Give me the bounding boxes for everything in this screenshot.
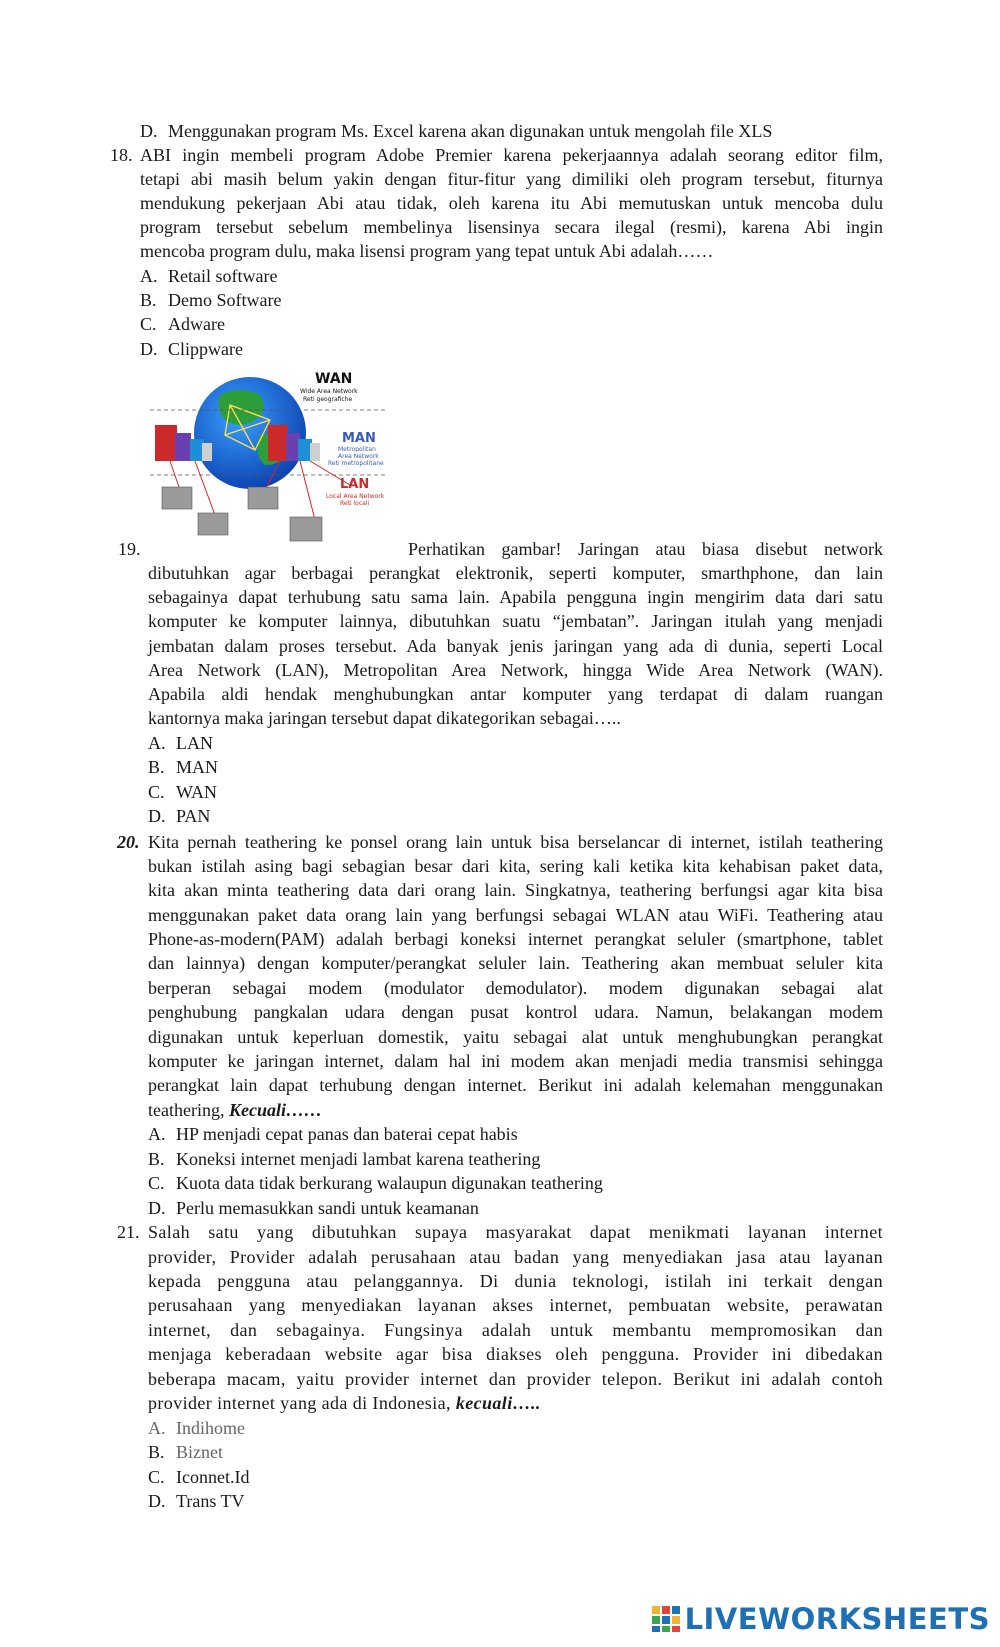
- q20-text-line: Kita pernah teathering ke ponsel orang lain untuk bisa berselancar di internet, istilah teathering: [148, 832, 883, 852]
- q19-text-line: jembatan dalam proses tersebut. Ada banyak jenis jaringan yang ada di dunia, seperti Local: [148, 636, 883, 656]
- option-letter: B.: [148, 1149, 165, 1169]
- q20-number: 20.: [117, 832, 140, 852]
- option-letter: B.: [148, 757, 165, 777]
- man-sub-label: Metropolitan: [338, 446, 376, 453]
- man-sub-label: Reti metropolitane: [328, 460, 384, 467]
- q20-text-line: berperan sebagai modem (modulator demodulator). modem digunakan sebagai alat: [148, 978, 883, 998]
- q21-text-line-last: [148, 1391, 541, 1415]
- q21-option-c[interactable]: [148, 1465, 249, 1489]
- option-text: Trans TV: [176, 1491, 245, 1511]
- option-letter: D.: [148, 1491, 166, 1511]
- q19-text-line: sebagainya dapat terhubung satu sama lain. Apabila pengguna ingin mengirim data dari satu: [148, 587, 883, 607]
- q20-emphasis: Kecuali……: [228, 1100, 322, 1120]
- option-letter: A.: [148, 1124, 166, 1144]
- lan-building-icon: [162, 487, 322, 541]
- option-text: Demo Software: [168, 290, 282, 310]
- q21-text-line: internet, dan sebagainya. Fungsinya adalah untuk membantu mempromosikan dan: [148, 1320, 883, 1340]
- option-text: Iconnet.Id: [176, 1467, 250, 1487]
- option-text: Biznet: [176, 1442, 223, 1462]
- q21-text-line: menjaga keberadaan website agar bisa diakses oleh pengguna. Provider ini dibedakan: [148, 1344, 883, 1364]
- lan-label: LAN: [340, 477, 370, 492]
- q18-text-line: tetapi abi masih belum yakin dengan fitur-fitur yang dimiliki oleh program tersebut, fiturnya: [140, 169, 883, 189]
- q20-text-line: penghubung pangkalan udara dengan pusat kontrol udara. Namun, belakangan modem: [148, 1002, 883, 1022]
- option-text: HP menjadi cepat panas dan baterai cepat habis: [176, 1124, 518, 1144]
- network-diagram-image: [150, 365, 405, 550]
- q20-text-line: perangkat lain dapat terhubung dengan internet. Berikut ini adalah kelemahan menggunakan: [148, 1075, 883, 1095]
- option-letter: B.: [140, 290, 157, 310]
- lan-sub-label: Local Area Network: [326, 493, 385, 500]
- q19-option-d[interactable]: [148, 804, 210, 828]
- q18-text-line: mencoba program dulu, maka lisensi program yang tepat untuk Abi adalah……: [140, 241, 714, 261]
- q20-option-d[interactable]: [148, 1196, 479, 1220]
- option-letter: D.: [140, 121, 158, 141]
- q18-number: 18.: [110, 145, 133, 165]
- lan-sub-label: Reti locali: [340, 500, 370, 507]
- option-text: Adware: [168, 314, 225, 334]
- q19-option-b[interactable]: [148, 755, 218, 779]
- option-letter: D.: [140, 339, 158, 359]
- liveworksheets-logo[interactable]: [651, 1601, 990, 1637]
- q20-text-line: Phone-as-modern(PAM) adalah berbagi koneksi internet perangkat seluler (smartphone, tablet: [148, 929, 883, 949]
- q19-option-c[interactable]: [148, 780, 217, 804]
- q20-text-line: kita akan minta teathering data dari orang lain. Singkatnya, teathering berfungsi agar kita bisa: [148, 880, 883, 900]
- q19-text-line: kantornya maka jaringan tersebut dapat dikategorikan sebagai…..: [148, 708, 621, 728]
- q21-option-b[interactable]: [148, 1440, 223, 1464]
- option-letter: D.: [148, 806, 166, 826]
- q19-number: 19.: [118, 539, 141, 559]
- option-text: PAN: [176, 806, 211, 826]
- q18-option-c[interactable]: [140, 312, 225, 336]
- option-letter: B.: [148, 1442, 165, 1462]
- q18-option-a[interactable]: [140, 264, 277, 288]
- q20-last-text: teathering,: [148, 1100, 225, 1120]
- option-letter: A.: [148, 1418, 166, 1438]
- option-letter: C.: [148, 1173, 165, 1193]
- option-text: Koneksi internet menjadi lambat karena teathering: [176, 1149, 541, 1169]
- q20-option-c[interactable]: [148, 1171, 603, 1195]
- q21-option-d[interactable]: [148, 1489, 245, 1513]
- q19-text-line: Area Network (LAN), Metropolitan Area Network, hingga Wide Area Network (WAN).: [148, 660, 883, 680]
- q18-text-line: mendukung pekerjaan Abi atau tidak, oleh karena itu Abi memutuskan untuk mencoba dulu: [140, 193, 883, 213]
- q21-text-line: perusahaan yang menyediakan layanan akses internet, pembuatan website, perawatan: [148, 1295, 883, 1315]
- q19-text-line: Apabila aldi hendak menghubungkan antar komputer yang terdapat di dalam ruangan: [148, 684, 883, 704]
- q19-text-line: Perhatikan gambar! Jaringan atau biasa disebut network: [408, 539, 883, 559]
- q18-text-line: ABI ingin membeli program Adobe Premier karena pekerjaannya adalah seorang editor film,: [140, 145, 883, 165]
- q21-text-line: beberapa macam, yaitu provider internet dan provider telepon. Berikut ini adalah contoh: [148, 1369, 883, 1389]
- wan-sub-label: Wide Area Network: [300, 388, 358, 395]
- q17-option-d[interactable]: [140, 119, 772, 143]
- option-text: Menggunakan program Ms. Excel karena akan digunakan untuk mengolah file XLS: [168, 121, 773, 141]
- q21-text-line: provider, Provider adalah perusahaan atau badan yang menyediakan jasa atau layanan: [148, 1247, 883, 1267]
- q21-number: 21.: [117, 1222, 140, 1242]
- option-text: LAN: [176, 733, 213, 753]
- q21-last-text: provider internet yang ada di Indonesia,: [148, 1393, 451, 1413]
- option-letter: C.: [140, 314, 157, 334]
- option-letter: C.: [148, 1467, 165, 1487]
- option-text: MAN: [176, 757, 219, 777]
- q18-text-line: program tersebut sebelum membelinya lisensinya secara ilegal (resmi), karena Abi ingin: [140, 217, 883, 237]
- q20-option-a[interactable]: [148, 1122, 518, 1146]
- option-letter: A.: [140, 266, 158, 286]
- option-letter: C.: [148, 782, 165, 802]
- q21-option-a[interactable]: [148, 1416, 245, 1440]
- option-text: Retail software: [168, 266, 278, 286]
- q21-text-line: Salah satu yang dibutuhkan supaya masyarakat dapat menikmati layanan internet: [148, 1222, 883, 1242]
- q20-text-line: komputer ke jaringan internet, dalam hal ini modem akan menjadi media transmisi sehingga: [148, 1051, 883, 1071]
- option-text: Indihome: [176, 1418, 245, 1438]
- q19-text-line: komputer ke komputer lainnya, dibutuhkan suatu “jembatan”. Jaringan itulah yang menjadi: [148, 611, 883, 631]
- q18-option-d[interactable]: [140, 337, 243, 361]
- man-sub-label: Area Network: [338, 453, 379, 460]
- wan-sub-label: Reti geografiche: [303, 396, 353, 403]
- liveworksheets-logo-icon: [651, 1604, 681, 1634]
- q21-emphasis: kecuali…..: [455, 1393, 541, 1413]
- q20-option-b[interactable]: [148, 1147, 540, 1171]
- brand-name: LIVEWORKSHEETS: [684, 1602, 990, 1636]
- option-letter: A.: [148, 733, 166, 753]
- option-text: Clippware: [168, 339, 243, 359]
- wan-label: WAN: [315, 371, 353, 387]
- q20-text-line: digunakan untuk keperluan domestik, yaitu sebagai alat untuk menghubungkan perangkat: [148, 1027, 883, 1047]
- q20-text-line: dan lainnya) dengan komputer/perangkat seluler lain. Teathering akan membuat seluler kita: [148, 953, 883, 973]
- q20-text-line: bukan istilah asing bagi sebagian besar dari kita, sering kali ketika kita kehabisan paket data,: [148, 856, 883, 876]
- q19-text-line: dibutuhkan agar berbagai perangkat elektronik, seperti komputer, smarthphone, dan lain: [148, 563, 883, 583]
- option-text: Kuota data tidak berkurang walaupun digunakan teathering: [176, 1173, 603, 1193]
- q21-text-line: kepada pengguna atau pelanggannya. Di dunia teknologi, istilah ini terkait dengan: [148, 1271, 883, 1291]
- option-letter: D.: [148, 1198, 166, 1218]
- option-text: WAN: [176, 782, 217, 802]
- q19-option-a[interactable]: [148, 731, 213, 755]
- q20-text-line: menggunakan paket data orang lain yang berfungsi sebagai WLAN atau WiFi. Teathering atau: [148, 905, 883, 925]
- q18-option-b[interactable]: [140, 288, 281, 312]
- option-text: Perlu memasukkan sandi untuk keamanan: [176, 1198, 479, 1218]
- man-label: MAN: [342, 431, 376, 446]
- q20-text-line-last: [148, 1098, 322, 1122]
